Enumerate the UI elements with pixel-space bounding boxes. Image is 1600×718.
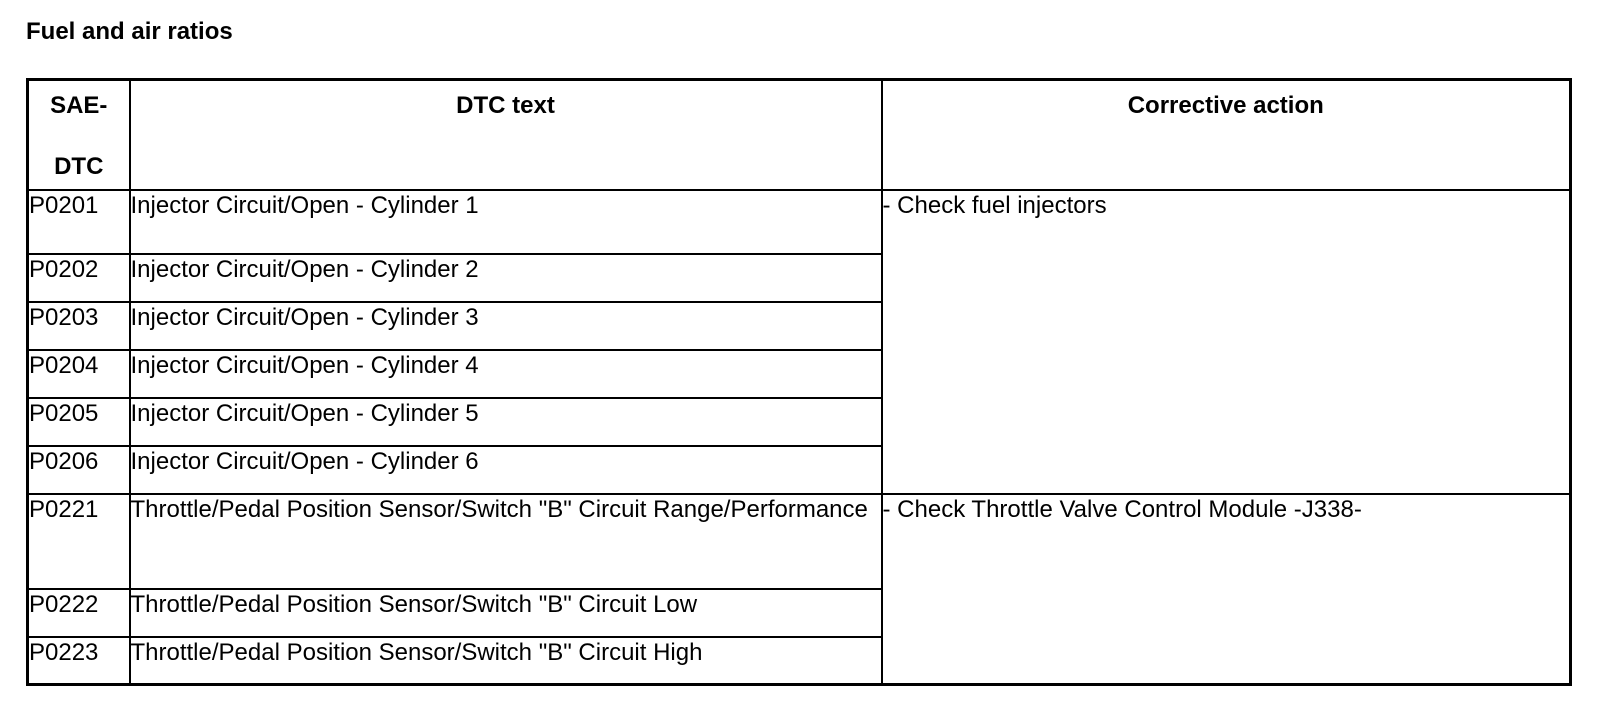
header-dtc-text: DTC text	[130, 80, 882, 190]
dtc-text: Injector Circuit/Open - Cylinder 6	[130, 446, 882, 494]
dtc-table	[26, 78, 1572, 686]
header-sae-dtc	[28, 80, 130, 190]
dtc-code: P0201	[28, 190, 130, 254]
dtc-code: P0206	[28, 446, 130, 494]
header-sae-dtc-line1: SAE-	[50, 92, 108, 119]
dtc-code: P0222	[28, 589, 130, 637]
dtc-text: Throttle/Pedal Position Sensor/Switch "B" Circuit Range/Performance	[130, 494, 882, 589]
dtc-text: Injector Circuit/Open - Cylinder 3	[130, 302, 882, 350]
dtc-code: P0221	[28, 494, 130, 589]
dtc-code: P0205	[28, 398, 130, 446]
table-row	[28, 494, 1571, 589]
header-corrective-action: Corrective action	[882, 80, 1571, 190]
corrective-action-throttle: - Check Throttle Valve Control Module -J338-	[882, 494, 1571, 685]
dtc-code: P0203	[28, 302, 130, 350]
table-header-row	[28, 80, 1571, 190]
dtc-text: Throttle/Pedal Position Sensor/Switch "B" Circuit High	[130, 637, 882, 685]
dtc-text: Injector Circuit/Open - Cylinder 2	[130, 254, 882, 302]
dtc-text: Injector Circuit/Open - Cylinder 4	[130, 350, 882, 398]
dtc-code: P0204	[28, 350, 130, 398]
dtc-text: Injector Circuit/Open - Cylinder 1	[130, 190, 882, 254]
header-sae-dtc-line2: DTC	[54, 153, 104, 180]
dtc-code: P0223	[28, 637, 130, 685]
dtc-code: P0202	[28, 254, 130, 302]
page-title: Fuel and air ratios	[26, 18, 233, 45]
table-row	[28, 190, 1571, 254]
dtc-text: Throttle/Pedal Position Sensor/Switch "B" Circuit Low	[130, 589, 882, 637]
corrective-action-injectors: - Check fuel injectors	[882, 190, 1571, 494]
dtc-text: Injector Circuit/Open - Cylinder 5	[130, 398, 882, 446]
